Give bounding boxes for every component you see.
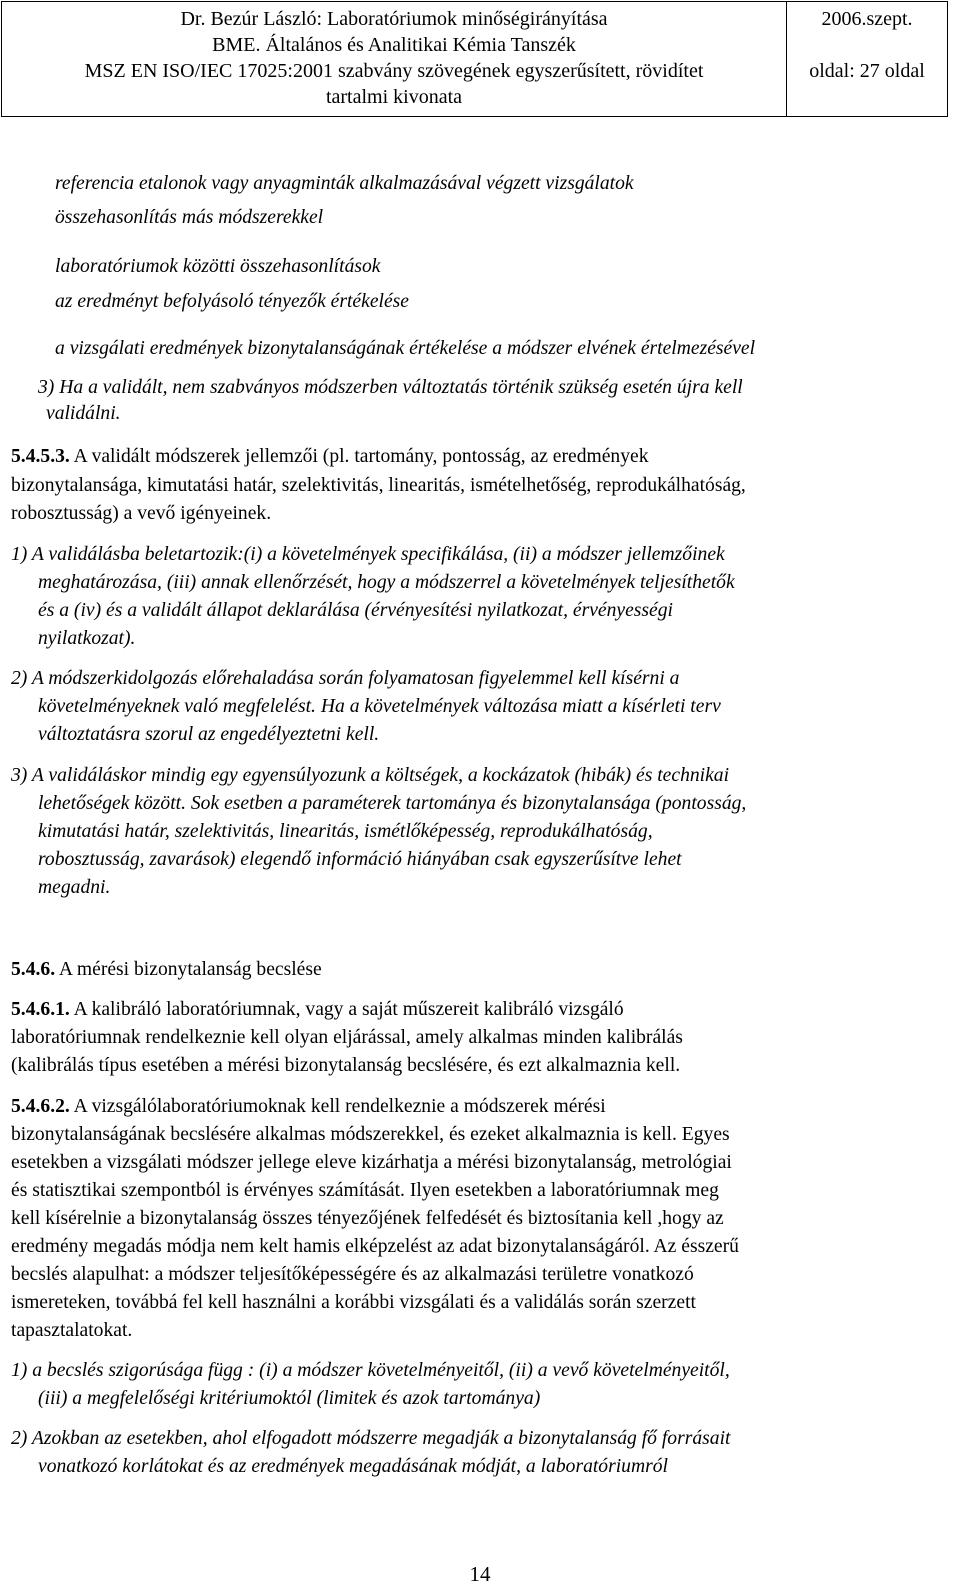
header-date: 2006.szept. (821, 8, 913, 30)
paragraph-line: eredmény megadás módja nem kelt hamis elképzelést az adat bizonytalanságáról. Az ésszerű (11, 1236, 739, 1257)
header-department: BME. Általános és Analitikai Kémia Tanszék (212, 34, 576, 56)
paragraph-line: laboratóriumnak rendelkeznie kell olyan eljárással, amely alkalmas minden kalibrálás (11, 1027, 683, 1048)
paragraph-line: esetekben a vizsgálati módszer jellege eleve kizárhatja a mérési bizonytalanság, metrológiai (11, 1152, 732, 1173)
note-item-3: 3) Ha a validált, nem szabványos módszerben változtatás történik szükség esetén újra kell (38, 377, 743, 398)
note-item-3-cont: validálni. (46, 403, 121, 424)
section-5-4-6-1: 5.4.6.1. A kalibráló laboratóriumnak, vagy a saját műszereit kalibráló vizsgáló (11, 999, 624, 1020)
paragraph-line: bizonytalansága, kimutatási határ, szelektivitás, linearitás, ismételhetőség, reprodukálhatóság, (11, 475, 746, 496)
note-line: meghatározása, (iii) annak ellenőrzését, hogy a módszerrel a követelmények teljesíthetők (38, 572, 735, 593)
note-line: 1) A validálásba beletartozik:(i) a követelmények specifikálása, (ii) a módszer jellemzőinek (11, 544, 725, 565)
section-5-4-6-2: 5.4.6.2. A vizsgálólaboratóriumoknak kell rendelkeznie a módszerek mérési (11, 1096, 606, 1117)
list-item: referencia etalonok vagy anyagminták alkalmazásával végzett vizsgálatok (55, 173, 634, 194)
note-line: változtatásra szorul az engedélyeztetni kell. (38, 724, 380, 745)
note-line: megadni. (38, 877, 111, 898)
section-number: 5.4.6.1. (11, 999, 70, 1020)
paragraph-line: bizonytalanságának becslésére alkalmas módszerekkel, és ezeket alkalmaznia is kell. Egyes (11, 1124, 730, 1145)
note-line: 2) Azokban az esetekben, ahol elfogadott módszerre megadják a bizonytalanság fő forrásait (11, 1428, 731, 1449)
header-page-info: oldal: 27 oldal (809, 60, 925, 82)
note-line: 2) A módszerkidolgozás előrehaladása során folyamatosan figyelemmel kell kísérni a (11, 668, 680, 689)
paragraph-line: becslés alapulhat: a módszer teljesítőképességére és az alkalmazási területre vonatkozó (11, 1264, 694, 1285)
page-number: 14 (469, 1562, 491, 1586)
header-subtitle: tartalmi kivonata (325, 86, 463, 108)
section-number: 5.4.5.3. (11, 446, 70, 467)
note-line: vonatkozó korlátokat és az eredmények megadásának módját, a laboratóriumról (38, 1456, 668, 1477)
section-5-4-6-heading: 5.4.6. A mérési bizonytalanság becslése (11, 959, 322, 980)
note-line: nyilatkozat). (38, 628, 136, 649)
paragraph-line: (kalibrálás típus esetében a mérési bizonytalanság becslésére, és ezt alkalmaznia kell. (11, 1055, 681, 1076)
header-author-title: Dr. Bezúr László: Laboratóriumok minőségirányítása (180, 8, 608, 30)
note-line: 1) a becslés szigorúsága függ : (i) a módszer követelményeitől, (ii) a vevő követelményeitől, (11, 1360, 730, 1381)
note-line: robosztusság, zavarások) elegendő információ hiányában csak egyszerűsítve lehet (38, 849, 682, 870)
paragraph-line: robosztusság) a vevő igényeinek. (11, 503, 272, 524)
section-5-4-5-3: 5.4.5.3. A validált módszerek jellemzői (pl. tartomány, pontosság, az eredmények (11, 446, 649, 467)
note-line: kimutatási határ, szelektivitás, linearitás, ismétlőképesség, reprodukálhatóság, (38, 821, 653, 842)
note-line: (iii) a megfelelőségi kritériumoktól (limitek és azok tartománya) (38, 1388, 541, 1409)
list-item: összehasonlítás más módszerekkel (55, 207, 324, 228)
list-item: a vizsgálati eredmények bizonytalanságának értékelése a módszer elvének értelmezésével (55, 338, 756, 359)
header-standard: MSZ EN ISO/IEC 17025:2001 szabvány szövegének egyszerűsített, rövidítet (84, 60, 704, 82)
page-header (1, 1, 948, 117)
list-item: laboratóriumok közötti összehasonlítások (55, 256, 381, 277)
paragraph-line: ismereteken, továbbá fel kell használni a korábbi vizsgálati és a validálás során szerzett (11, 1292, 696, 1313)
section-number: 5.4.6.2. (11, 1096, 70, 1117)
note-line: lehetőségek között. Sok esetben a paraméterek tartománya és bizonytalansága (pontosság, (38, 793, 747, 814)
paragraph-line: tapasztalatokat. (11, 1320, 133, 1341)
note-line: követelményeknek való megfelelést. Ha a követelmények változása miatt a kísérleti terv (38, 696, 721, 717)
section-number: 5.4.6. (11, 959, 56, 980)
paragraph-line: és statisztikai szempontból is érvényes számítását. Ilyen esetekben a laboratóriumnak meg (11, 1180, 719, 1201)
paragraph-line: kell kísérelnie a bizonytalanság összes tényezőjének felfedését és biztosítania kell ,hogy az (11, 1208, 724, 1229)
note-line: 3) A validáláskor mindig egy egyensúlyozunk a költségek, a kockázatok (hibák) és technikai (11, 765, 730, 786)
list-item: az eredményt befolyásoló tényezők értékelése (55, 291, 409, 312)
note-line: és a (iv) és a validált állapot deklarálása (érvényesítési nyilatkozat, érvényességi (38, 600, 673, 621)
